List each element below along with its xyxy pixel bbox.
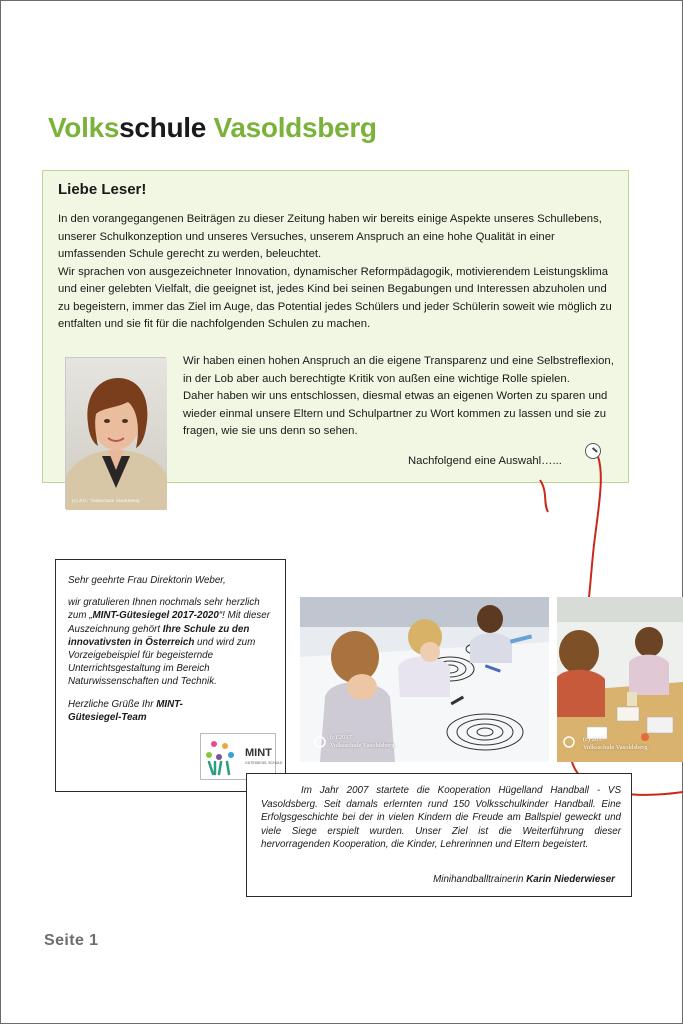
intro-paragraph: Wir sprachen von ausgezeichneter Innovation, dynamischer Reformpädagogik, motivierendem Leistungsklima und einer gelebten Vielfalt, die geeignet ist, jedes Kind bei seinen Begabungen und Interessen abzuholen und zu begeistern, immer das Ziel im Auge, das Potential jedes Schülers und jeder Schülerin soweit wie möglich zu entfalten und sie fit für die nachfolgenden Schulen zu machen. (58, 265, 612, 330)
intro-paragraph: Wir haben einen hohen Anspruch an die eigene Transparenz und eine Selbstreflexion, in der Lob aber auch berechtigte Kritik von außen eine wichtige Rolle spielen. (183, 355, 614, 385)
portrait-caption: (c) 2017 Volksschule Vasoldsberg (72, 499, 140, 504)
mint-award-name: MINT-Gütesiegel 2017-2020 (92, 610, 219, 622)
page-number: Seite 1 (44, 932, 99, 949)
mint-salutation: Sehr geehrte Frau Direktorin Weber, (68, 575, 226, 586)
mint-line: Mit dieser Auszeichnung gehört (68, 610, 271, 635)
mint-letter-text (68, 574, 280, 724)
greeting-heading: Liebe Leser! (58, 181, 147, 198)
mint-line: und wird zum Vorzeigebeispiel für begeisternde Unterrichtsgestaltung im Bereich Naturwissenschaften und Technik. (68, 636, 256, 688)
photo-caption (583, 736, 647, 752)
photo-caption (330, 734, 394, 750)
magnifier-icon[interactable] (585, 443, 601, 459)
photo-caption-line: (c) 2017 (330, 734, 352, 741)
mint-team-name: MINT-Gütesiegel-Team (68, 698, 183, 723)
mint-regards-text: Herzliche Grüße Ihr (68, 698, 157, 710)
mint-line: wir gratulieren Ihnen nochmals sehr herzlich zum „ (68, 597, 260, 622)
mint-regards (68, 698, 203, 724)
principal-portrait (65, 357, 166, 509)
photo-caption-line: (c) 2017 (583, 736, 605, 743)
mint-highlight: Ihre Schule zu den innovativsten in Österreich (68, 623, 250, 648)
title-part-volks: Volks (48, 112, 120, 143)
mint-logo-subtext: GÜTESIEGEL SCHULE (245, 761, 283, 765)
signature-role: Minihandballtrainerin (433, 874, 527, 885)
mint-letter-box (55, 559, 286, 792)
handball-box (246, 773, 632, 897)
photo-caption-line: Volksschule Vasoldsberg (330, 742, 395, 749)
closing-line: Nachfolgend eine Auswahl…... (408, 455, 562, 467)
handball-signature (433, 874, 615, 885)
mint-body (68, 596, 280, 688)
mint-logo-text: MINT (245, 747, 272, 759)
intro-paragraph: Daher haben wir uns entschlossen, diesmal etwas an eigenen Worten zu sparen und wieder einmal unsere Eltern und Schulpartner zu Wort kommen zu lassen und sie zu fragen, wie sie uns denn so sehen. (183, 390, 608, 437)
signature-name: Karin Niederwieser (526, 874, 615, 885)
handball-text: Im Jahr 2007 startete die Kooperation Hügelland Handball - VS Vasoldsberg. Seit damals erlernten rund 150 Volksschulkinder Handball. Eine Erfolgsgeschichte bei der in vielen Kindern die Freude am Ballspiel geweckt und viele Siege erspielt wurden. Unser Ziel ist die Weiterführung dieser hervorragenden Kooperation, die Kinder, Lehrerinnen und Eltern begeistert. (261, 785, 621, 851)
classroom-photo-spirals (300, 597, 549, 762)
intro-paragraph: In den vorangegangenen Beiträgen zu dieser Zeitung haben wir bereits einige Aspekte unseres Schullebens, unserer Schulkonzeption und unseres Versuches, unserem Anspruch an eine hohe Qualität in einer umfassenden Schule gerecht zu werden, beleuchtet. (58, 213, 602, 260)
mint-line: “! (218, 610, 225, 622)
title-part-schule: schule (119, 112, 207, 143)
photo-caption-line: Volksschule Vasoldsberg (583, 744, 648, 751)
title-part-vasoldsberg: Vasoldsberg (206, 112, 377, 143)
transparency-text (183, 353, 619, 441)
classroom-photo-table (557, 597, 683, 762)
